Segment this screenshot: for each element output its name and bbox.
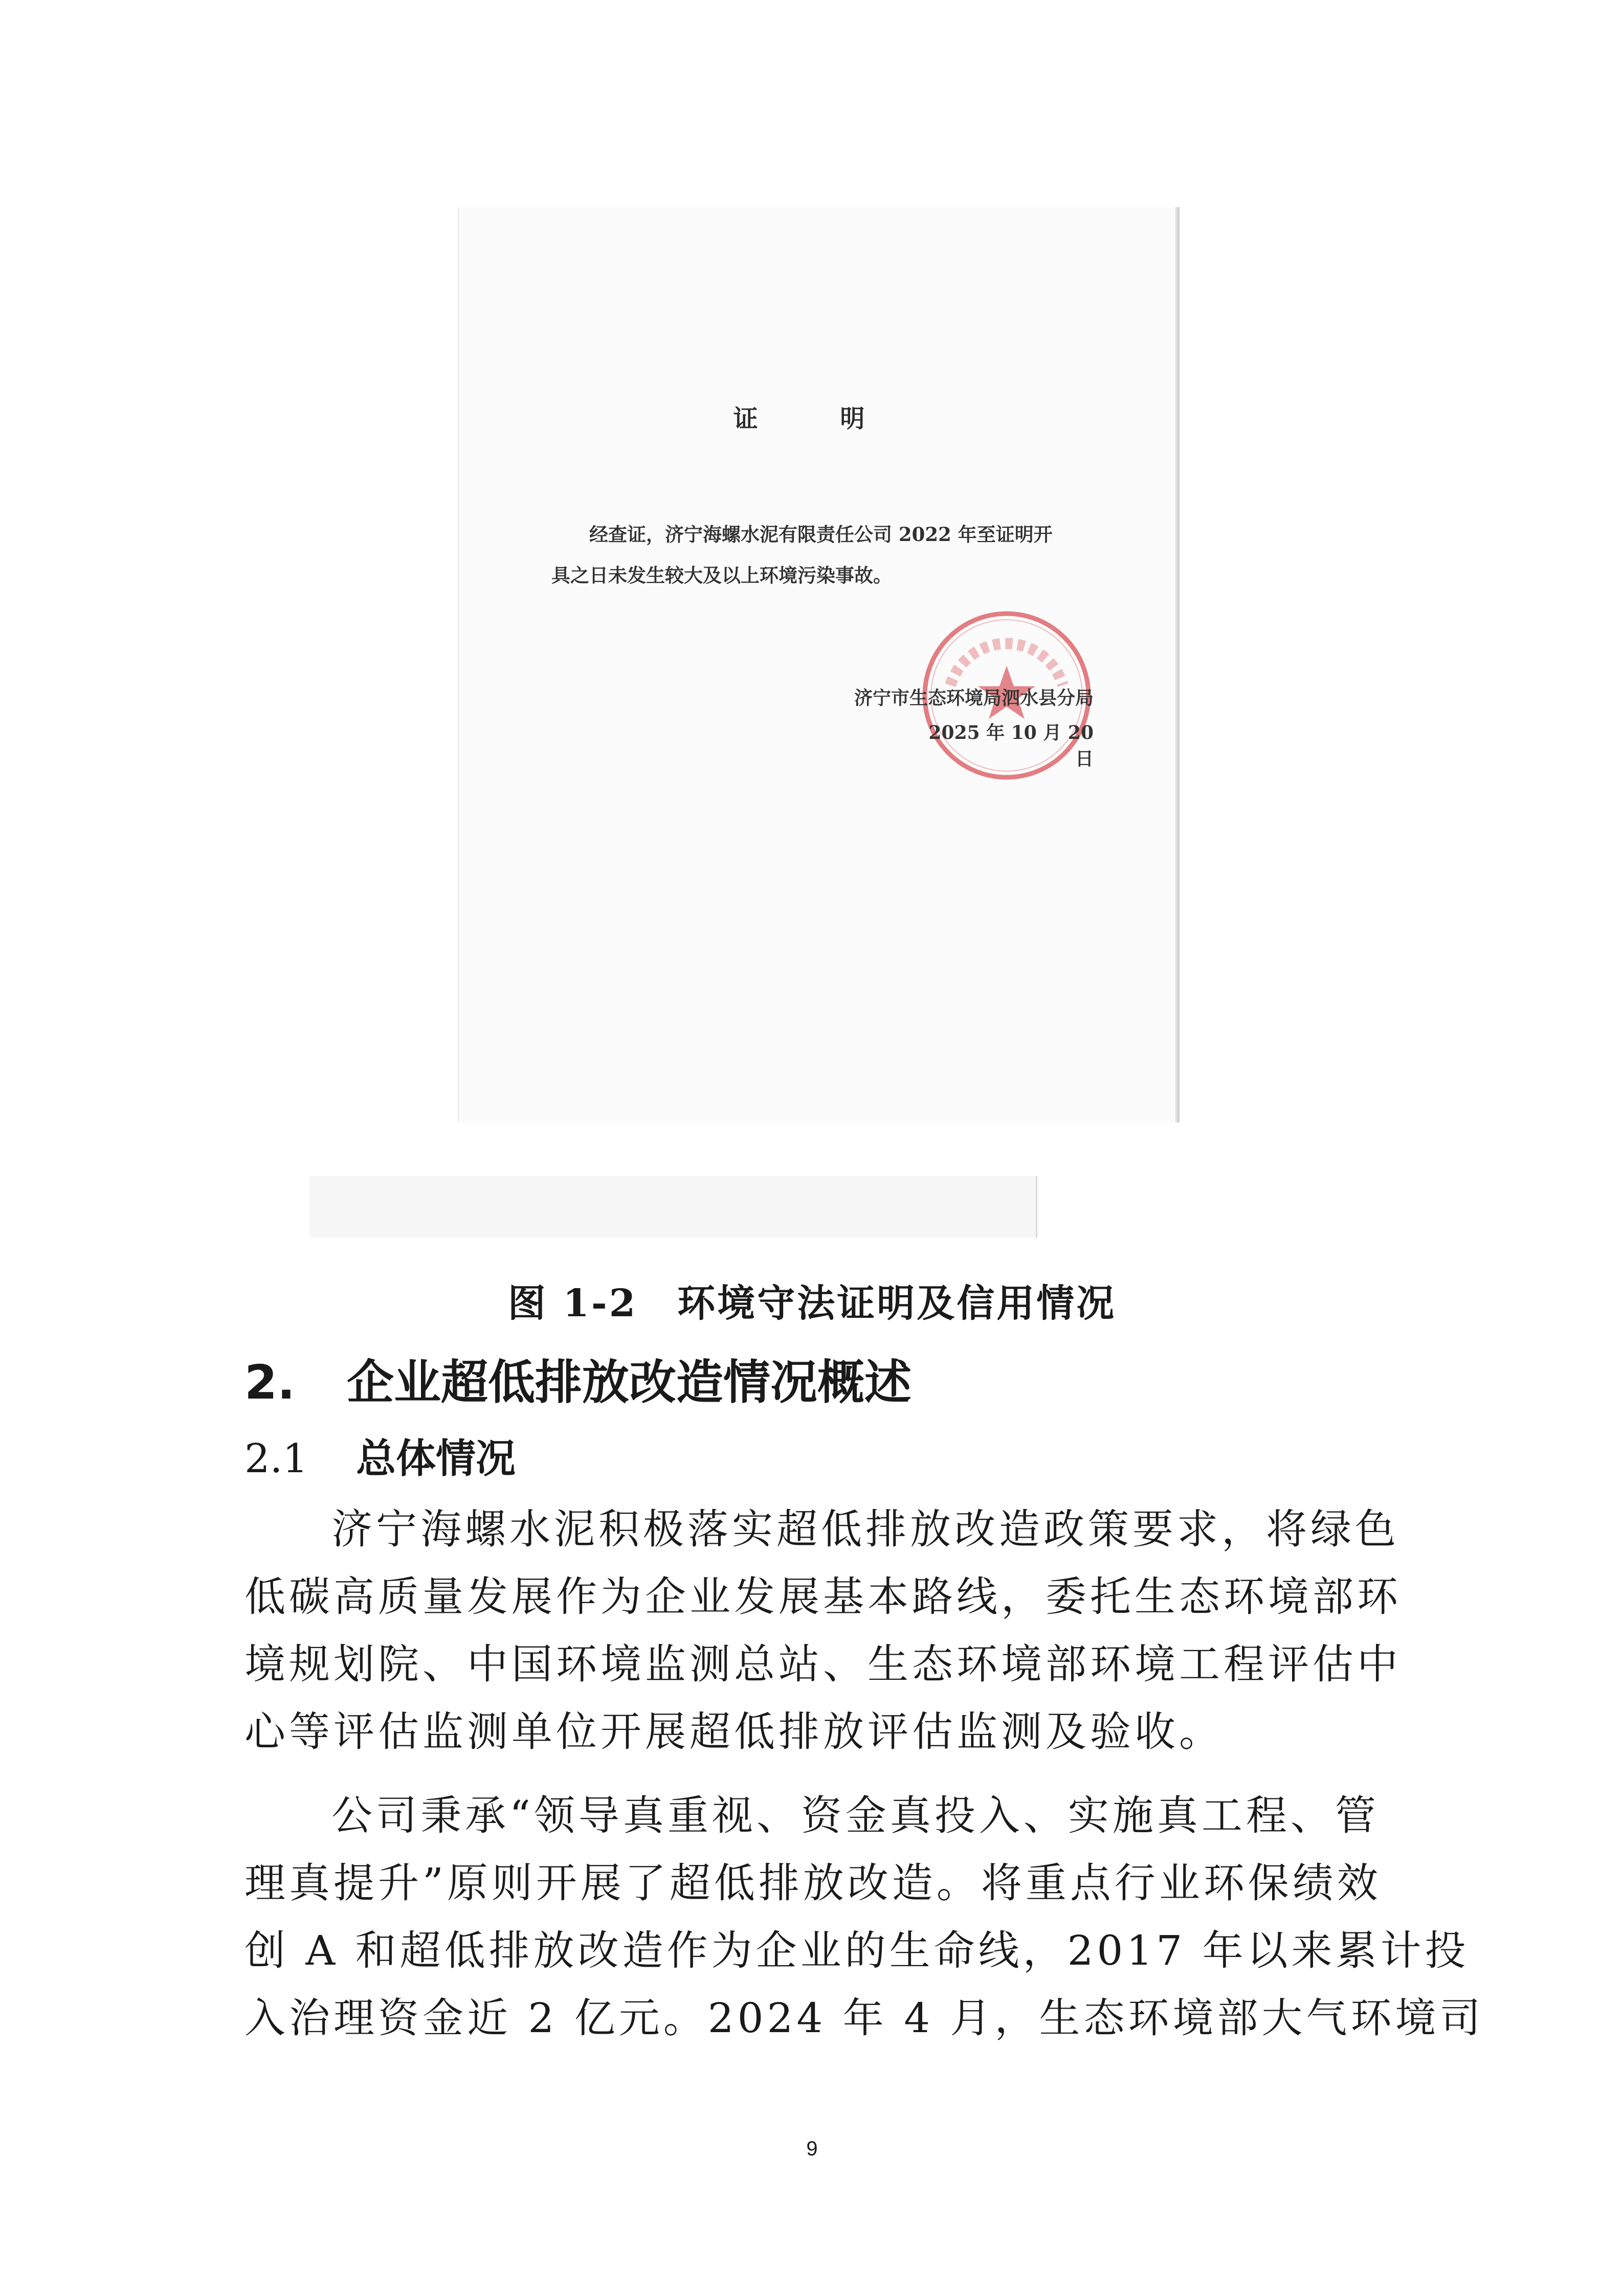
paragraph-line: 入治理资金近 2 亿元。2024 年 4 月，生态环境部大气环境司 <box>244 1994 1484 2042</box>
scan-underlay <box>309 1176 1037 1237</box>
certificate-title: 证 明 <box>733 404 902 433</box>
subsection-title: 总体情况 <box>356 1435 516 1482</box>
subsection-number: 2.1 <box>244 1436 308 1482</box>
section-title: 企业超低排放改造情况概述 <box>347 1355 912 1410</box>
figure-caption: 图 1-2 环境守法证明及信用情况 <box>507 1281 1117 1325</box>
paragraph-line: 心等评估监测单位开展超低排放评估监测及验收。 <box>244 1708 1223 1755</box>
page-number: 9 <box>806 2137 818 2160</box>
certificate-body-line: 具之日未发生较大及以上环境污染事故。 <box>551 564 892 587</box>
subsection-heading <box>244 1427 516 1484</box>
paragraph-line: 低碳高质量发展作为企业发展基本路线，委托生态环境部环 <box>244 1573 1401 1620</box>
certificate-body <box>551 514 1073 596</box>
paragraph-overview <box>244 1496 1401 1766</box>
certificate-date: 2025 年 10 月 20 日 <box>928 722 1094 770</box>
paragraph-line: 创 A 和超低排放改造作为企业的生命线，2017 年以来累计投 <box>244 1927 1470 1974</box>
certificate-body-line: 经查证，济宁海螺水泥有限责任公司 2022 年至证明开 <box>589 523 1053 546</box>
paragraph-line: 公司秉承“领导真重视、资金真投入、实施真工程、管 <box>331 1792 1380 1839</box>
paragraph-line: 济宁海螺水泥积极落实超低排放改造政策要求，将绿色 <box>331 1505 1399 1553</box>
scan-edge <box>1177 207 1180 1122</box>
certificate-scan <box>458 207 1175 1122</box>
paragraph-line: 境规划院、中国环境监测总站、生态环境部环境工程评估中 <box>244 1640 1401 1688</box>
certificate-issuer: 济宁市生态环境局泗水县分局 <box>854 687 1094 709</box>
section-heading <box>244 1345 911 1412</box>
paragraph-line: 理真提升”原则开展了超低排放改造。将重点行业环保绩效 <box>244 1859 1382 1907</box>
section-number: 2. <box>244 1355 295 1410</box>
paragraph-investment <box>244 1782 1484 2052</box>
